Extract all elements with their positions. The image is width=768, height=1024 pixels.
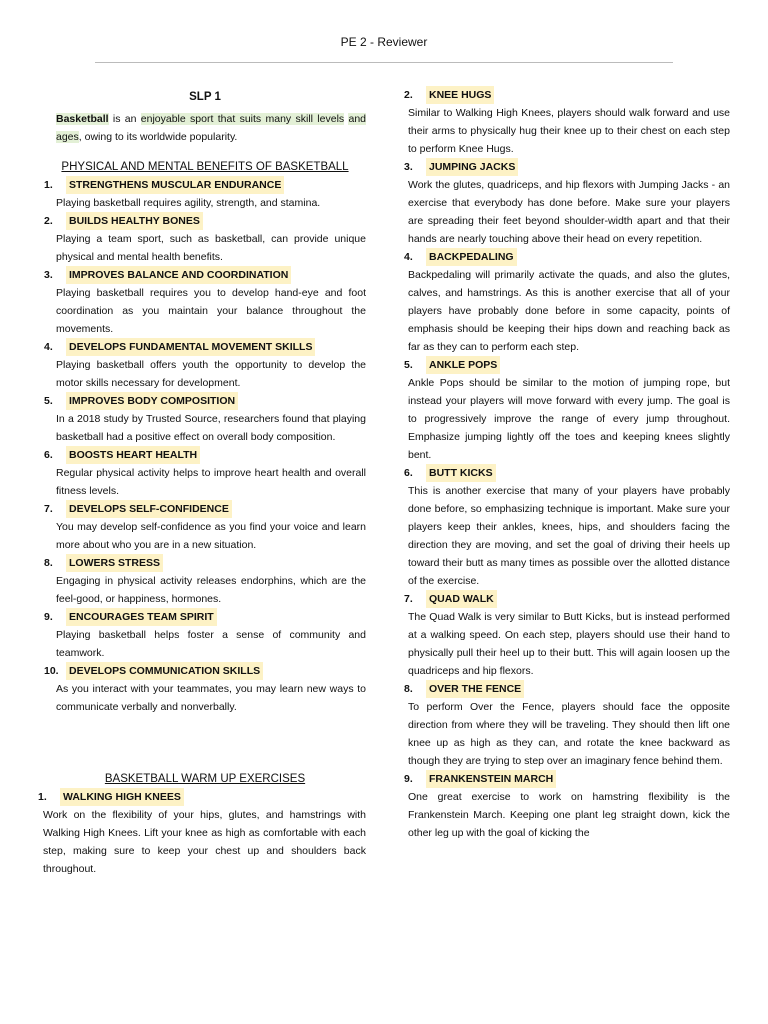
right-column: [404, 86, 730, 842]
item-number: 2.: [44, 215, 53, 227]
intro-post: , owing to its worldwide popularity.: [78, 131, 238, 143]
item-number: 4.: [404, 251, 413, 263]
item-body: Engaging in physical activity releases endorphins, which are the feel-good, or happiness, hormones.: [56, 575, 366, 605]
warmup-title: BASKETBALL WARM UP EXERCISES: [104, 773, 306, 785]
item-heading: [404, 590, 730, 608]
item-title: KNEE HUGS: [426, 86, 494, 104]
benefits-list: [44, 176, 366, 716]
item-title: JUMPING JACKS: [426, 158, 518, 176]
item-number: 8.: [404, 683, 413, 695]
intro-paragraph: [44, 110, 366, 146]
intro-highlight-2: and ages: [56, 113, 367, 143]
intro-pre: is an: [108, 113, 141, 125]
intro-highlight: enjoyable sport that suits many skill levels: [140, 113, 345, 125]
item-heading: [404, 158, 730, 176]
item-number: 5.: [44, 395, 53, 407]
item-body: Work the glutes, quadriceps, and hip flexors with Jumping Jacks - an exercise that everybody has done before. Make sure your players are spreading their feet beyond shoulder-width apart and that their hands are nearly touching above their head on every repetition.: [408, 179, 730, 245]
item-number: 10.: [44, 665, 59, 677]
warmup-list: [404, 86, 730, 842]
left-column: [38, 88, 367, 878]
item-heading: [404, 248, 730, 266]
item-number: 9.: [44, 611, 53, 623]
item-heading: [404, 464, 730, 482]
item-body: This is another exercise that many of your players have probably done before, so emphasizing technique is important. Make sure your players keep their ankles, knees, hips, and shoulders facing the direction they are moving, and set the goal of driving their heels up toward their butt as many times as possible over the allotted distance of the exercise.: [408, 485, 730, 587]
item-number: 1.: [44, 179, 53, 191]
benefits-title: PHYSICAL AND MENTAL BENEFITS OF BASKETBALL: [61, 161, 349, 173]
page-header: PE 2 - Reviewer: [340, 35, 428, 49]
item-body: Playing a team sport, such as basketball, can provide unique physical and mental health benefits.: [56, 233, 366, 263]
item-heading: [44, 662, 366, 680]
item-number: 5.: [404, 359, 413, 371]
item-heading: [44, 176, 366, 194]
item-number: 7.: [404, 593, 413, 605]
item-title: DEVELOPS COMMUNICATION SKILLS: [66, 662, 263, 680]
item-title: IMPROVES BALANCE AND COORDINATION: [66, 266, 291, 284]
item-title: BOOSTS HEART HEALTH: [66, 446, 200, 464]
item-number: 2.: [404, 89, 413, 101]
item-title: BACKPEDALING: [426, 248, 517, 266]
item-title: BUILDS HEALTHY BONES: [66, 212, 203, 230]
item-title: IMPROVES BODY COMPOSITION: [66, 392, 238, 410]
item-number: 8.: [44, 557, 53, 569]
item-heading: [44, 392, 366, 410]
intro-keyword: Basketball: [56, 113, 109, 125]
item-body: To perform Over the Fence, players should face the opposite direction from where they will be traveling. They should then lift one knee up as high as they can, and rotate the knee backward as though they are trying to step over an imaginary fence behind them.: [408, 701, 730, 767]
item-number: 6.: [44, 449, 53, 461]
item-heading: [404, 770, 730, 788]
item-number: 3.: [44, 269, 53, 281]
item-title: FRANKENSTEIN MARCH: [426, 770, 556, 788]
item-heading: [404, 680, 730, 698]
item-body: You may develop self-confidence as you find your voice and learn more about who you are in a new situation.: [56, 521, 366, 551]
item-heading: [44, 266, 366, 284]
item-body: Similar to Walking High Knees, players should walk forward and use their arms to physically hug their knee up to their chest on each step to perform Knee Hugs.: [408, 107, 730, 155]
item-title: ANKLE POPS: [426, 356, 500, 374]
item-body: As you interact with your teammates, you may learn new ways to communicate verbally and nonverbally.: [56, 683, 366, 713]
item-heading: [44, 500, 366, 518]
item-body: In a 2018 study by Trusted Source, researchers found that playing basketball had a positive effect on overall body composition.: [56, 413, 366, 443]
item-heading: [404, 86, 730, 104]
item-body: The Quad Walk is very similar to Butt Kicks, but is instead performed at a walking speed. On each step, players should use their hand to physically pull their heel up to their butt. This will again loosen up the quadriceps and hip flexors.: [408, 611, 730, 677]
item-number: 6.: [404, 467, 413, 479]
item-title: LOWERS STRESS: [66, 554, 163, 572]
item-body: Playing basketball requires you to develop hand-eye and foot coordination as you maintain your balance throughout the movements.: [56, 287, 366, 335]
item-number: 9.: [404, 773, 413, 785]
item-title: QUAD WALK: [426, 590, 497, 608]
item-number: 4.: [44, 341, 53, 353]
warmup-item-title: WALKING HIGH KNEES: [60, 788, 184, 806]
item-heading: [44, 338, 366, 356]
item-body: One great exercise to work on hamstring flexibility is the Frankenstein March. Keeping one plant leg straight down, kick the other leg up with the goal of kicking the: [408, 791, 730, 839]
item-body: Regular physical activity helps to improve heart health and overall fitness levels.: [56, 467, 366, 497]
item-heading: [44, 446, 366, 464]
warmup-item-heading: [38, 788, 366, 806]
warmup-item-body: Work on the flexibility of your hips, glutes, and hamstrings with Walking High Knees. Lift your knee as high as comfortable with each step, making sure to keep your chest up and shoulders back throughout.: [43, 809, 366, 875]
header-divider: [95, 62, 673, 63]
item-title: DEVELOPS SELF-CONFIDENCE: [66, 500, 232, 518]
item-body: Ankle Pops should be similar to the motion of jumping rope, but instead your players will move forward with every jump. The goal is to progressively improve the range of every jump throughout. Emphasize jumping lightly off the toes and keeping knees slightly bent.: [408, 377, 730, 461]
item-number: 7.: [44, 503, 53, 515]
item-heading: [44, 554, 366, 572]
item-body: Playing basketball offers youth the opportunity to develop the motor skills necessary for development.: [56, 359, 366, 389]
item-title: OVER THE FENCE: [426, 680, 524, 698]
warmup-item-number: 1.: [38, 791, 47, 803]
item-body: Playing basketball helps foster a sense of community and teamwork.: [56, 629, 366, 659]
item-title: ENCOURAGES TEAM SPIRIT: [66, 608, 217, 626]
item-heading: [44, 608, 366, 626]
item-body: Playing basketball requires agility, strength, and stamina.: [56, 197, 321, 209]
item-title: STRENGTHENS MUSCULAR ENDURANCE: [66, 176, 284, 194]
item-title: BUTT KICKS: [426, 464, 496, 482]
item-heading: [44, 212, 366, 230]
slp-heading: SLP 1: [189, 91, 221, 103]
item-number: 3.: [404, 161, 413, 173]
item-title: DEVELOPS FUNDAMENTAL MOVEMENT SKILLS: [66, 338, 315, 356]
item-heading: [404, 356, 730, 374]
item-body: Backpedaling will primarily activate the quads, and also the glutes, calves, and hamstrings. As this is another exercise that all of your players have probably done before in some capacity, points of emphasis should be keeping their hips down and reaching back as far as they can to perform each step.: [408, 269, 730, 353]
